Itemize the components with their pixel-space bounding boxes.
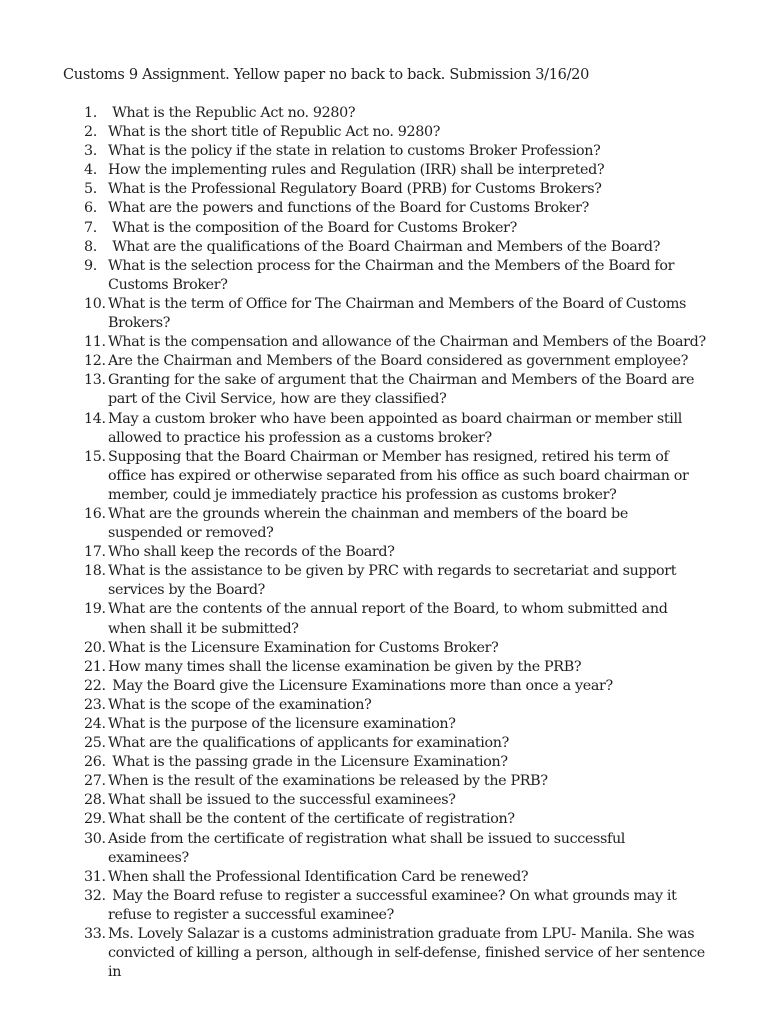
question-text: What is the passing grade in the Licensure Examination? xyxy=(108,754,508,771)
question-number: 2. xyxy=(84,124,97,141)
question-item xyxy=(0,658,706,677)
question-text: What is the compensation and allowance of the Chairman and Members of the Board? xyxy=(108,334,706,351)
question-number: 28. xyxy=(84,792,106,809)
question-text: What shall be the content of the certificate of registration? xyxy=(108,811,515,828)
question-number: 7. xyxy=(84,219,97,236)
question-number: 29. xyxy=(84,811,106,828)
question-number: 15. xyxy=(84,448,106,465)
question-item xyxy=(0,333,706,352)
question-number: 24. xyxy=(84,716,106,732)
question-item xyxy=(0,925,706,982)
question-item xyxy=(0,639,706,658)
question-text: What is the purpose of the licensure examination? xyxy=(108,716,456,732)
question-text: What are the contents of the annual report of the Board, to whom submitted and when shall it be submitted? xyxy=(108,601,668,637)
question-item xyxy=(0,887,706,925)
question-text: How many times shall the license examination be given by the PRB? xyxy=(108,658,582,675)
question-text: What is the scope of the examination? xyxy=(108,696,372,713)
question-text: Are the Chairman and Members of the Board considered as government employee? xyxy=(108,353,689,370)
question-text: When is the result of the examinations be released by the PRB? xyxy=(108,773,548,790)
question-item xyxy=(0,295,706,333)
question-text: What is the Republic Act no. 9280? xyxy=(108,105,356,121)
question-number: 12. xyxy=(84,353,106,370)
question-item xyxy=(0,180,706,199)
question-number: 23. xyxy=(84,696,106,713)
question-item xyxy=(0,696,706,715)
question-item xyxy=(0,791,706,810)
question-text: What are the qualifications of applicants for examination? xyxy=(108,735,509,752)
question-text: May a custom broker who have been appointed as board chairman or member still allowed to practice his profession as a customs broker? xyxy=(108,410,682,446)
question-list xyxy=(0,104,768,982)
question-item xyxy=(0,543,706,562)
question-text: May the Board give the Licensure Examinations more than once a year? xyxy=(108,677,613,694)
question-item xyxy=(0,238,706,257)
question-text: What are the powers and functions of the Board for Customs Broker? xyxy=(108,200,589,217)
question-item xyxy=(0,868,706,887)
question-number: 4. xyxy=(84,162,97,179)
question-number: 18. xyxy=(84,563,106,580)
question-text: What is the composition of the Board for Customs Broker? xyxy=(108,219,517,236)
question-item xyxy=(0,448,706,505)
question-text: Aside from the certificate of registration what shall be issued to successful examinees? xyxy=(108,830,626,866)
question-number: 26. xyxy=(84,754,106,771)
question-number: 9. xyxy=(84,257,97,274)
question-number: 32. xyxy=(84,887,106,904)
question-number: 11. xyxy=(84,334,106,351)
question-item xyxy=(0,410,706,448)
question-text: What shall be issued to the successful examinees? xyxy=(108,792,456,809)
question-text: Granting for the sake of argument that the Chairman and Members of the Board are part of the Civil Service, how are they classified? xyxy=(108,372,695,408)
question-number: 30. xyxy=(84,830,106,847)
question-item xyxy=(0,257,706,295)
question-number: 19. xyxy=(84,601,106,618)
question-item xyxy=(0,810,706,829)
question-number: 33. xyxy=(84,926,106,943)
question-item xyxy=(0,772,706,791)
question-text: Who shall keep the records of the Board? xyxy=(108,544,395,561)
question-number: 5. xyxy=(84,181,97,198)
question-text: May the Board refuse to register a successful examinee? On what grounds may it refuse to register a successful examinee? xyxy=(108,887,681,923)
question-number: 13. xyxy=(84,372,106,389)
question-item xyxy=(0,123,706,142)
question-item xyxy=(0,600,706,638)
question-item xyxy=(0,677,706,696)
question-item xyxy=(0,161,706,180)
question-number: 10. xyxy=(84,295,106,312)
question-number: 31. xyxy=(84,868,106,885)
question-text: Supposing that the Board Chairman or Member has resigned, retired his term of office has expired or otherwise separated from his office as such board chairman or member, could je immediately practice his profession as customs broker? xyxy=(108,448,689,503)
question-text: What is the selection process for the Chairman and the Members of the Board for Customs Broker? xyxy=(108,257,675,293)
question-text: When shall the Professional Identification Card be renewed? xyxy=(108,868,529,885)
question-item xyxy=(0,371,706,409)
question-item xyxy=(0,104,706,123)
question-item xyxy=(0,753,706,772)
question-number: 20. xyxy=(84,639,106,656)
question-text: What is the Licensure Examination for Customs Broker? xyxy=(108,639,499,656)
question-number: 8. xyxy=(84,238,97,255)
question-text: How the implementing rules and Regulation (IRR) shall be interpreted? xyxy=(108,162,605,179)
question-item xyxy=(0,715,706,734)
question-number: 27. xyxy=(84,773,106,790)
question-item xyxy=(0,142,706,161)
question-number: 14. xyxy=(84,410,106,427)
question-number: 16. xyxy=(84,505,106,522)
question-item xyxy=(0,219,706,238)
question-number: 21. xyxy=(84,658,106,675)
question-item xyxy=(0,505,706,543)
question-item xyxy=(0,830,706,868)
question-text: What are the qualifications of the Board Chairman and Members of the Board? xyxy=(108,238,661,255)
question-number: 1. xyxy=(84,105,97,121)
question-text: Ms. Lovely Salazar is a customs administration graduate from LPU- Manila. She was convicted of killing a person, although in self-defense, finished service of her sentence in xyxy=(108,926,705,981)
question-item xyxy=(0,199,706,218)
question-number: 22. xyxy=(84,677,106,694)
question-number: 17. xyxy=(84,544,106,561)
question-item xyxy=(0,562,706,600)
question-item xyxy=(0,352,706,371)
question-item xyxy=(0,734,706,753)
document-heading: Customs 9 Assignment. Yellow paper no back to back. Submission 3/16/20 xyxy=(63,67,590,83)
question-text: What is the term of Office for The Chairman and Members of the Board of Customs Brokers? xyxy=(108,295,687,332)
question-text: What is the short title of Republic Act no. 9280? xyxy=(108,124,441,141)
question-text: What is the assistance to be given by PRC with regards to secretariat and support services by the Board? xyxy=(108,563,677,599)
question-number: 3. xyxy=(84,143,97,160)
question-number: 6. xyxy=(84,200,97,217)
question-text: What are the grounds wherein the chainman and members of the board be suspended or removed? xyxy=(108,505,628,542)
question-text: What is the policy if the state in relation to customs Broker Profession? xyxy=(108,143,601,160)
question-text: What is the Professional Regulatory Board (PRB) for Customs Brokers? xyxy=(108,181,602,198)
question-number: 25. xyxy=(84,735,106,752)
